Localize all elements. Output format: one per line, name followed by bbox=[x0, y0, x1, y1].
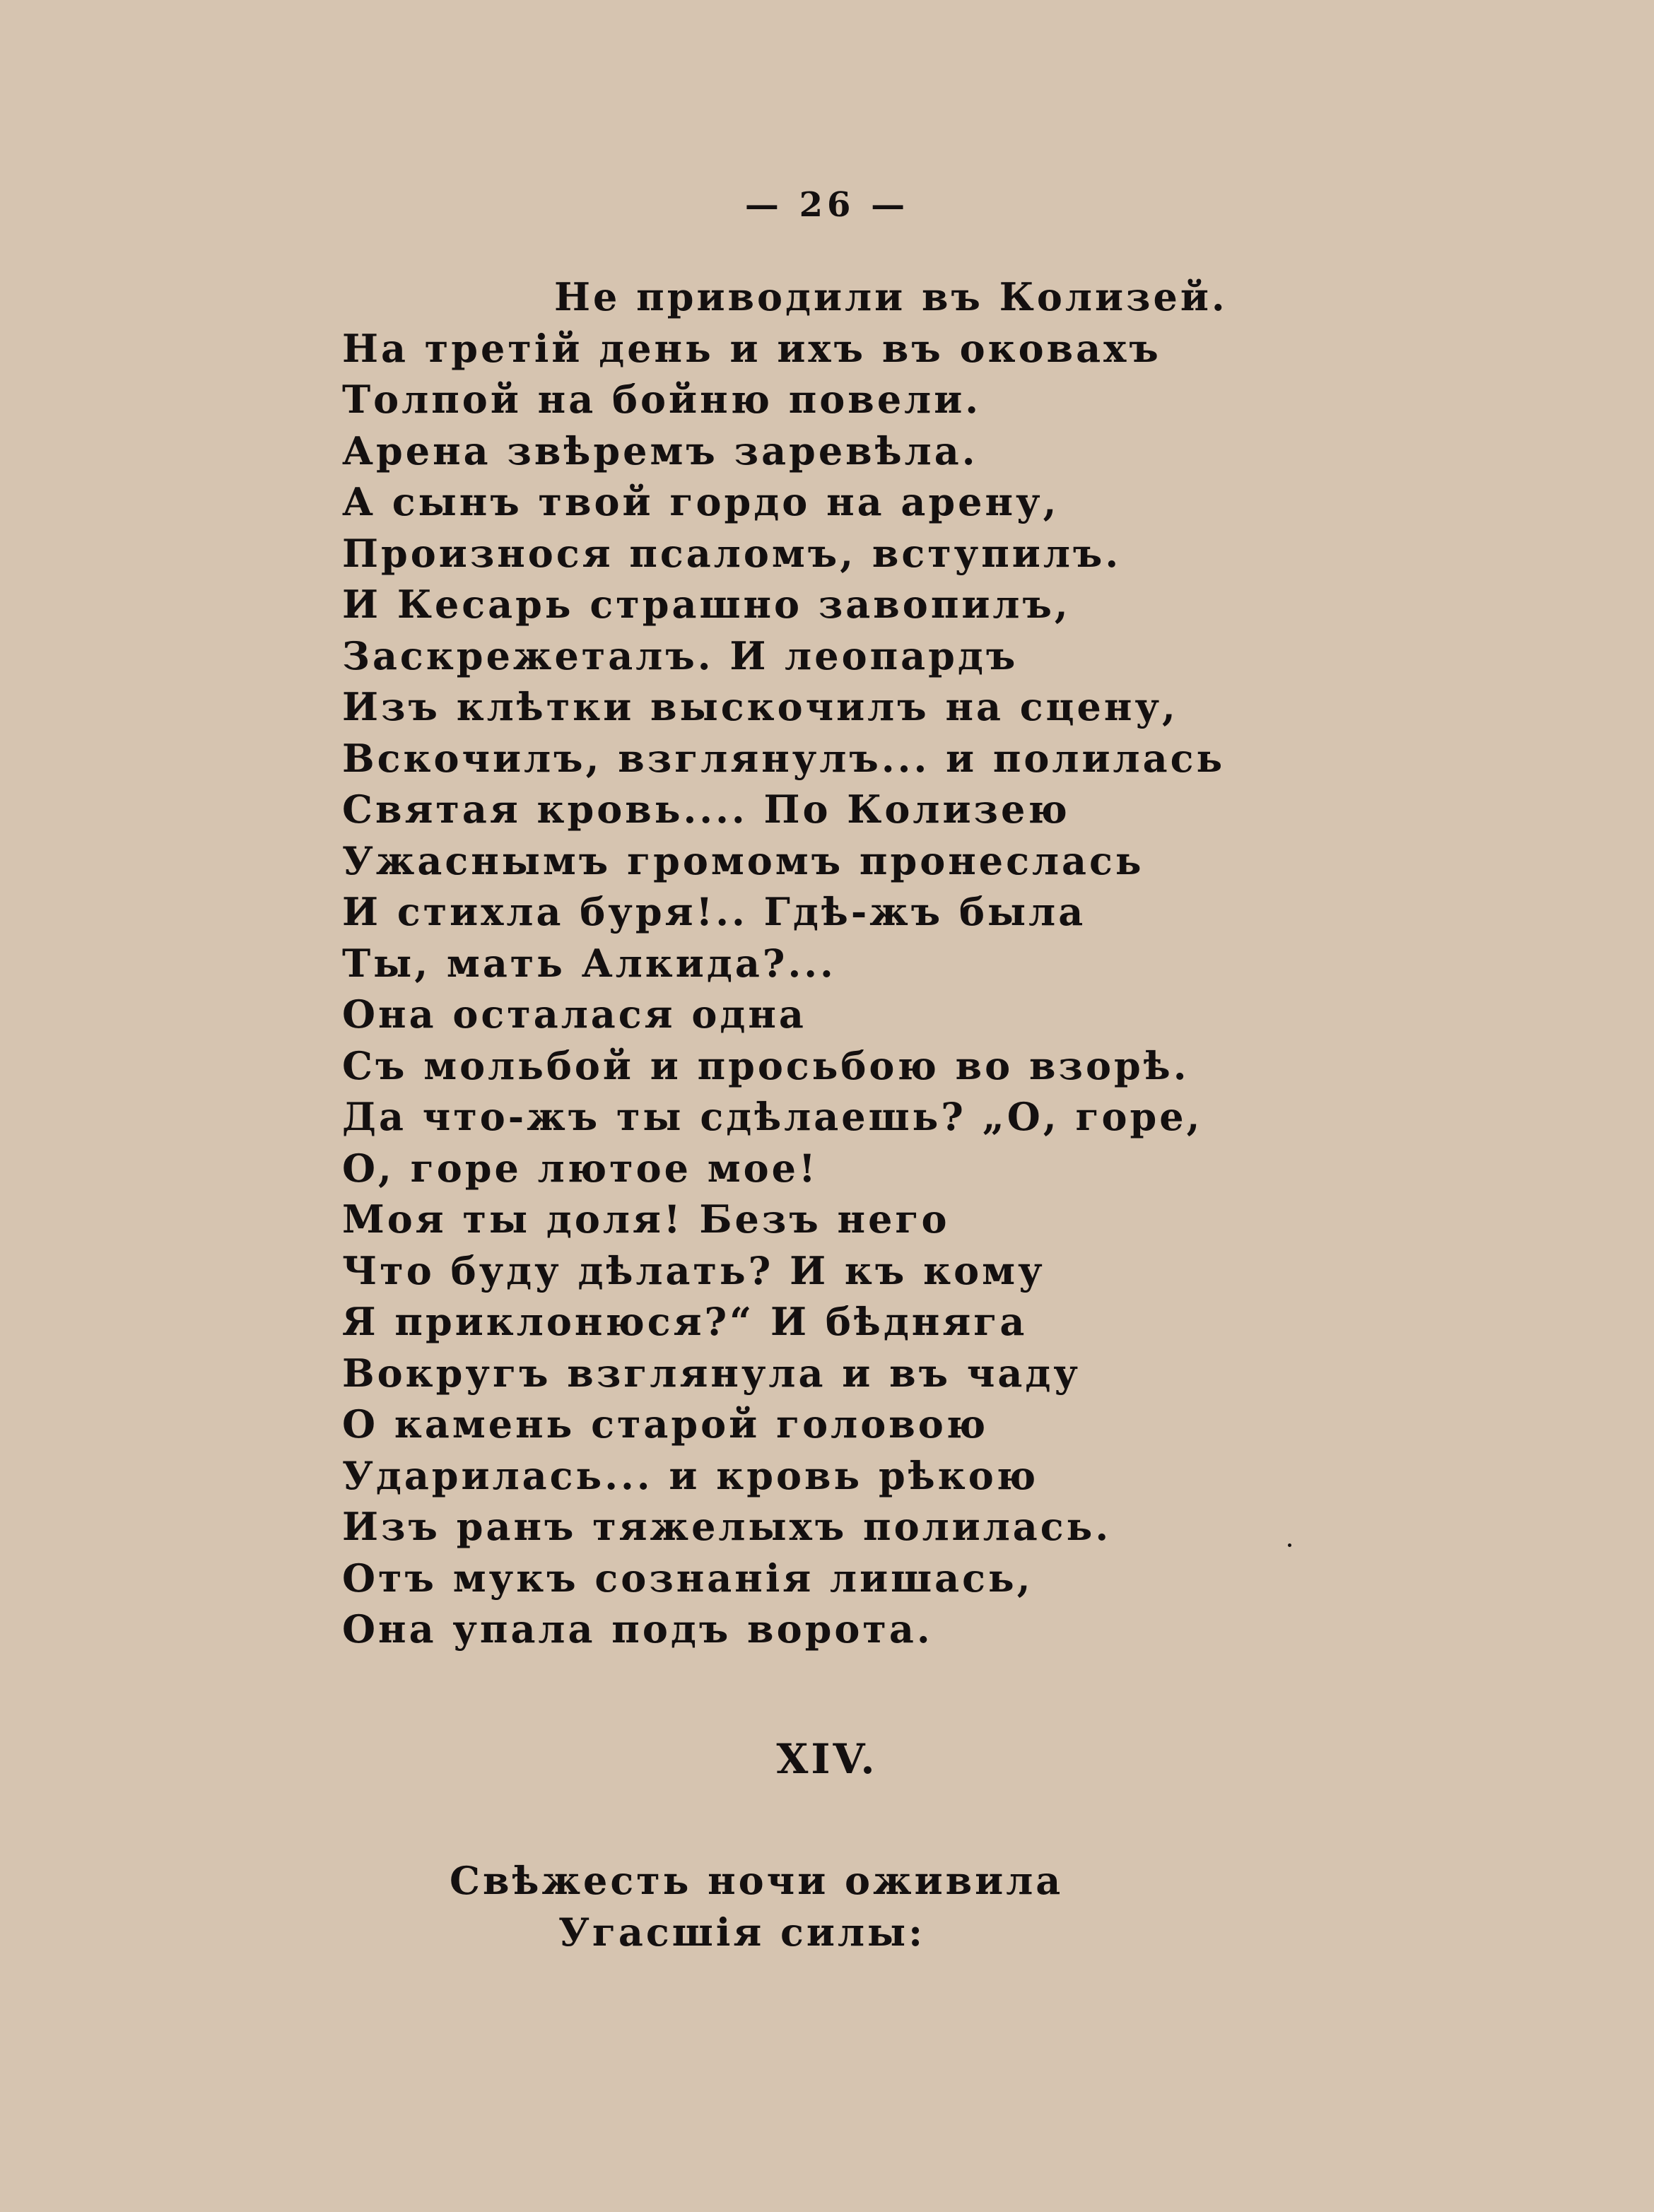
poem-line: Не приводили въ Колизей. bbox=[554, 274, 1228, 319]
poem-line: Угасшія силы: bbox=[558, 1909, 926, 1955]
poem-line: Изъ клѣтки выскочилъ на сцену, bbox=[342, 684, 1178, 729]
print-speck bbox=[1288, 1543, 1291, 1547]
poem-line: Ты, мать Алкида?... bbox=[342, 940, 836, 986]
poem-line: Что буду дѣлать? И къ кому bbox=[342, 1247, 1045, 1293]
poem-line: Ударилась... и кровь рѣкою bbox=[342, 1452, 1039, 1498]
poem-line: Изъ ранъ тяжелыхъ полилась. bbox=[342, 1504, 1112, 1549]
poem-line: Да что-жъ ты сдѣлаешь? „О, горе, bbox=[342, 1094, 1203, 1139]
poem-line: А сынъ твой гордо на арену, bbox=[342, 479, 1060, 524]
poem-line: Я приклонюся?“ И бѣдняга bbox=[342, 1299, 1028, 1344]
poem-line: Вскочилъ, взглянулъ... и полилась bbox=[342, 735, 1226, 781]
poem-line: Моя ты доля! Безъ него bbox=[342, 1196, 950, 1242]
poem-line: Произнося псаломъ, вступилъ. bbox=[342, 530, 1122, 576]
poem-line: Она упала подъ ворота. bbox=[342, 1606, 933, 1652]
poem-line: Она осталася одна bbox=[342, 992, 807, 1037]
poem-line: Святая кровь.... По Колизею bbox=[342, 787, 1070, 832]
poem-line: Заскрежеталъ. И леопардъ bbox=[342, 633, 1019, 678]
poem-line: О, горе лютое мое! bbox=[342, 1145, 819, 1191]
poem-line: И стихла буря!.. Гдѣ-жъ была bbox=[342, 889, 1086, 934]
poem-line: И Кесарь страшно завопилъ, bbox=[342, 582, 1071, 627]
poem-line: Отъ мукъ сознанія лишась, bbox=[342, 1555, 1033, 1601]
poem-line: На третій день и ихъ въ оковахъ bbox=[342, 325, 1161, 371]
poem-line: Арена звѣремъ заревѣла. bbox=[342, 428, 978, 473]
poem-line: Ужаснымъ громомъ пронеслась bbox=[342, 837, 1144, 883]
poem-line: Вокругъ взглянула и въ чаду bbox=[342, 1350, 1081, 1396]
poem-line: Свѣжесть ночи оживила bbox=[450, 1858, 1064, 1903]
poem-line: О камень старой головою bbox=[342, 1401, 989, 1447]
next-stanza bbox=[0, 1855, 1654, 1958]
poem-line: Съ мольбой и просьбою во взорѣ. bbox=[342, 1042, 1190, 1088]
poem-line: Толпой на бойню повели. bbox=[342, 377, 982, 422]
page-number: — 26 — bbox=[744, 185, 910, 225]
poem-stanza bbox=[342, 271, 1332, 1655]
section-heading: XIV. bbox=[776, 1735, 878, 1783]
